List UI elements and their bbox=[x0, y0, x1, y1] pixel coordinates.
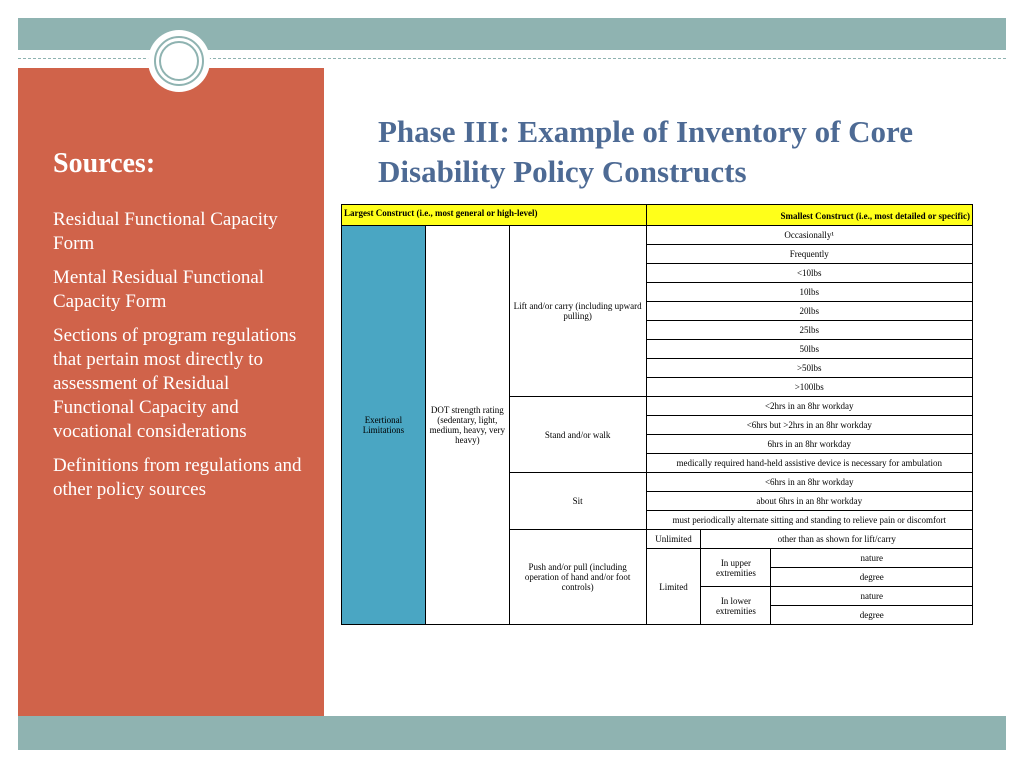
lift-item: 50lbs bbox=[646, 340, 972, 359]
sit-item: must periodically alternate sitting and standing to relieve pain or discomfort bbox=[646, 511, 972, 530]
push-upper: In upper extremities bbox=[701, 549, 771, 587]
lift-item: <10lbs bbox=[646, 264, 972, 283]
push-lower-nature: nature bbox=[771, 587, 973, 606]
stand-item: <2hrs in an 8hr workday bbox=[646, 397, 972, 416]
source-item: Residual Functional Capacity Form bbox=[53, 209, 278, 254]
lift-item: 10lbs bbox=[646, 283, 972, 302]
push-label: Push and/or pull (including operation of hand and/or foot controls) bbox=[509, 530, 646, 625]
table-header-row bbox=[342, 205, 973, 226]
lift-item: Occasionally¹ bbox=[646, 226, 972, 245]
inventory-table-wrapper bbox=[341, 204, 973, 691]
sit-label: Sit bbox=[509, 473, 646, 530]
level2-cell: DOT strength rating (sedentary, light, medium, heavy, very heavy) bbox=[425, 226, 509, 625]
level1-cell: Exertional Limitations bbox=[342, 226, 426, 625]
lift-item: >100lbs bbox=[646, 378, 972, 397]
lift-item: >50lbs bbox=[646, 359, 972, 378]
inventory-table bbox=[341, 204, 973, 625]
ring-ornament-icon bbox=[148, 30, 210, 92]
push-upper-nature: nature bbox=[771, 549, 973, 568]
sit-item: about 6hrs in an 8hr workday bbox=[646, 492, 972, 511]
bottom-band bbox=[18, 716, 1006, 750]
lift-item: 25lbs bbox=[646, 321, 972, 340]
source-item: Definitions from regulations and other policy sources bbox=[53, 455, 302, 500]
stand-item: <6hrs but >2hrs in an 8hr workday bbox=[646, 416, 972, 435]
slide-title: Phase III: Example of Inventory of Core Disability Policy Constructs bbox=[378, 114, 914, 189]
sources-heading: Sources: bbox=[53, 148, 156, 179]
source-item: Sections of program regulations that pertain most directly to assessment of Residual Functional Capacity and vocational considerations bbox=[53, 325, 297, 442]
source-item: Mental Residual Functional Capacity Form bbox=[53, 267, 265, 312]
stand-item: 6hrs in an 8hr workday bbox=[646, 435, 972, 454]
push-lower: In lower extremities bbox=[701, 587, 771, 625]
stand-label: Stand and/or walk bbox=[509, 397, 646, 473]
push-lower-degree: degree bbox=[771, 606, 973, 625]
lift-item: 20lbs bbox=[646, 302, 972, 321]
stand-item: medically required hand-held assistive device is necessary for ambulation bbox=[646, 454, 972, 473]
header-largest-construct: Largest Construct (i.e., most general or high-level) bbox=[342, 205, 647, 226]
push-limited: Limited bbox=[646, 549, 701, 625]
push-upper-degree: degree bbox=[771, 568, 973, 587]
sit-item: <6hrs in an 8hr workday bbox=[646, 473, 972, 492]
sources-list bbox=[53, 208, 303, 512]
push-unlimited: Unlimited bbox=[646, 530, 701, 549]
header-smallest-construct: Smallest Construct (i.e., most detailed or specific) bbox=[646, 205, 972, 226]
lift-item: Frequently bbox=[646, 245, 972, 264]
push-unlimited-detail: other than as shown for lift/carry bbox=[701, 530, 973, 549]
table-row bbox=[342, 226, 973, 245]
lift-label: Lift and/or carry (including upward pulling) bbox=[509, 226, 646, 397]
